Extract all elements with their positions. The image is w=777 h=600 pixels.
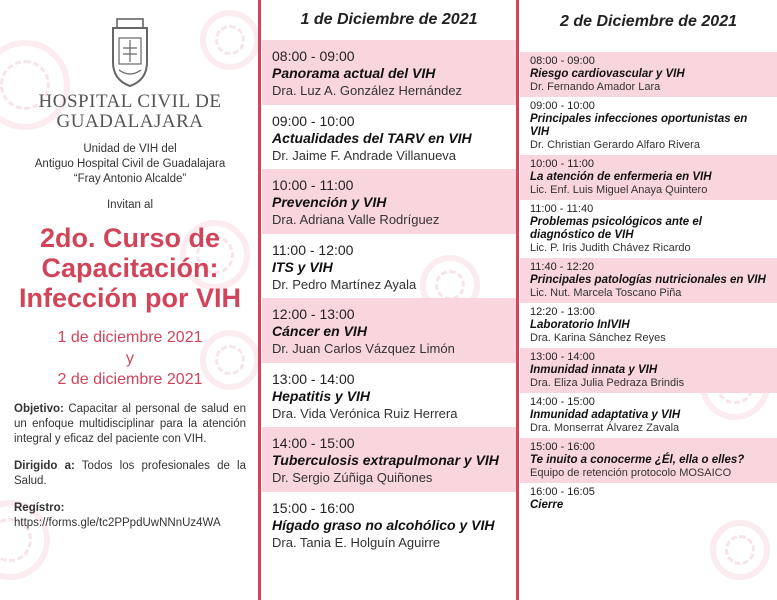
session-block (262, 169, 516, 234)
session-speaker: Lic. Enf. Luis Miguel Anaya Quintero (530, 184, 708, 196)
session-time: 10:00 - 11:00 (530, 158, 595, 170)
audience-label: Dirigido a: (14, 460, 75, 472)
session-speaker: Dra. Luz A. González Hernández (272, 83, 463, 98)
session-block (520, 52, 777, 97)
session-speaker: Dra. Eliza Julia Pedraza Brindis (530, 377, 685, 389)
day1-title: 1 de Diciembre de 2021 (300, 11, 478, 28)
course-title-line1: 2do. Curso de (39, 223, 221, 253)
session-time: 10:00 - 11:00 (272, 177, 354, 193)
session-block (262, 492, 516, 557)
registration-label: Regístro: (14, 502, 65, 514)
session-block (520, 438, 777, 483)
date-1: 1 de diciembre 2021 (57, 329, 203, 346)
session-topic: Te inuito a conocerme ¿Él, ella o elles? (530, 454, 745, 466)
objective-label: Objetivo: (14, 403, 64, 415)
session-topic: Actualidades del TARV en VIH (272, 129, 472, 146)
session-topic: Hepatitis y VIH (272, 387, 371, 404)
course-title-line3: Infección por VIH (18, 283, 242, 313)
session-time: 15:00 - 16:00 (272, 499, 355, 516)
column-divider (516, 0, 519, 600)
session-block (520, 200, 777, 258)
audience-text: Todos los profesionales de la Salud. (14, 460, 246, 487)
unit-description (14, 142, 246, 187)
session-time: 11:00 - 11:40 (530, 203, 594, 215)
session-topic-line2: diagnóstico de VIH (530, 229, 634, 241)
session-time: 08:00 - 09:00 (530, 55, 595, 67)
day1-session-list (262, 40, 516, 556)
session-topic: Hígado graso no alcohólico y VIH (272, 516, 495, 533)
session-speaker: Dra. Vida Verónica Ruiz Herrera (272, 405, 458, 421)
hospital-crest-icon (105, 16, 155, 88)
session-speaker: Dra. Karina Sánchez Reyes (530, 332, 666, 344)
session-topic: Riesgo cardiovascular y VIH (530, 68, 685, 80)
session-topic: Principales infecciones oportunistas en VIH (530, 113, 748, 138)
hospital-name-line1: HOSPITAL CIVIL DE (38, 91, 222, 112)
course-dates (14, 327, 246, 390)
session-speaker: Dra. Tania E. Holguín Aguirre (272, 534, 441, 550)
objective-text: Capacitar al personal de salud en un enfoque multidisciplinar para la atención integral y eficaz del paciente con VIH. (14, 403, 246, 445)
session-topic: Principales patologías nutricionales en VIH (530, 274, 766, 286)
session-speaker: Dr. Fernando Amador Lara (530, 81, 661, 93)
session-topic: Tuberculosis extrapulmonar y VIH (272, 452, 499, 468)
day2-schedule (520, 0, 777, 600)
session-speaker: Lic. Nut. Marcela Toscano Piña (530, 287, 682, 299)
invite-text: Invitan al (106, 199, 154, 211)
session-block (262, 40, 516, 105)
session-block (262, 234, 516, 299)
session-block (520, 303, 777, 348)
session-topic: ITS y VIH (272, 258, 333, 275)
unit-line3: “Fray Antonio Alcalde” (73, 173, 187, 185)
session-speaker: Dra. Adriana Valle Rodríguez (272, 212, 440, 227)
unit-line2: Antiguo Hospital Civil de Guadalajara (34, 158, 226, 170)
session-speaker: Dr. Christian Gerardo Alfaro Rivera (530, 139, 700, 151)
session-time: 15:00 - 16:00 (530, 441, 595, 453)
session-time: 09:00 - 10:00 (530, 100, 595, 112)
session-block (520, 393, 777, 438)
session-topic: Prevención y VIH (272, 194, 387, 210)
session-block (520, 155, 777, 200)
session-topic: Panorama actual del VIH (272, 65, 436, 81)
session-time: 13:00 - 14:00 (530, 351, 595, 363)
session-time: 11:00 - 12:00 (272, 241, 354, 258)
session-time: 13:00 - 14:00 (272, 370, 355, 387)
session-topic: Laboratorio InIVIH (530, 319, 630, 331)
hospital-name (14, 92, 246, 132)
session-time: 14:00 - 15:00 (530, 396, 595, 408)
session-topic: Inmunidad innata y VIH (530, 364, 658, 376)
session-time: 09:00 - 10:00 (272, 112, 355, 129)
objective (14, 402, 246, 447)
session-speaker: Lic. P. Iris Judith Chávez Ricardo (530, 242, 691, 254)
session-time: 14:00 - 15:00 (272, 435, 355, 451)
session-topic: Inmunidad adaptativa y VIH (530, 409, 681, 421)
day2-session-list (520, 52, 777, 515)
course-title (14, 223, 246, 313)
session-time: 12:00 - 13:00 (272, 306, 355, 322)
date-2: 2 de diciembre 2021 (57, 371, 203, 388)
course-title-line2: Capacitación: (41, 253, 219, 283)
hospital-name-line2: GUADALAJARA (56, 111, 204, 132)
session-block (520, 483, 777, 515)
session-time: 16:00 - 16:05 (530, 486, 595, 498)
session-time: 11:40 - 12:20 (530, 261, 595, 273)
registration (14, 501, 246, 531)
session-speaker: Dr. Sergio Zúñiga Quiñones (272, 470, 433, 485)
session-block (262, 105, 516, 170)
session-block (262, 363, 516, 428)
session-block (520, 97, 777, 155)
left-panel (0, 0, 258, 600)
session-topic: Cáncer en VIH (272, 323, 367, 339)
session-speaker: Dr. Pedro Martínez Ayala (272, 276, 417, 292)
unit-line1: Unidad de VIH del (83, 143, 177, 155)
session-topic: La atención de enfermeria en VIH (530, 171, 712, 183)
day2-title: 2 de Diciembre de 2021 (560, 13, 737, 30)
session-topic: Cierre (530, 499, 564, 511)
session-speaker: Equipo de retención protocolo MOSAICO (530, 467, 732, 479)
registration-link[interactable]: https://forms.gle/tc2PPpdUwNNnUz4WA (14, 517, 221, 529)
column-divider (258, 0, 261, 600)
session-block (520, 258, 777, 303)
audience (14, 459, 246, 489)
session-time: 08:00 - 09:00 (272, 48, 355, 64)
session-block (520, 348, 777, 393)
session-block (262, 298, 516, 363)
session-time: 12:20 - 13:00 (530, 306, 595, 318)
session-block (262, 427, 516, 492)
day1-schedule (262, 0, 516, 600)
session-speaker: Dr. Jaime F. Andrade Villanueva (272, 147, 457, 163)
session-topic: Problemas psicológicos ante el (530, 216, 702, 228)
date-connector: y (126, 350, 134, 367)
session-speaker: Dra. Monserrat Álvarez Zavala (530, 422, 680, 434)
session-speaker: Dr. Juan Carlos Vázquez Limón (272, 341, 455, 356)
